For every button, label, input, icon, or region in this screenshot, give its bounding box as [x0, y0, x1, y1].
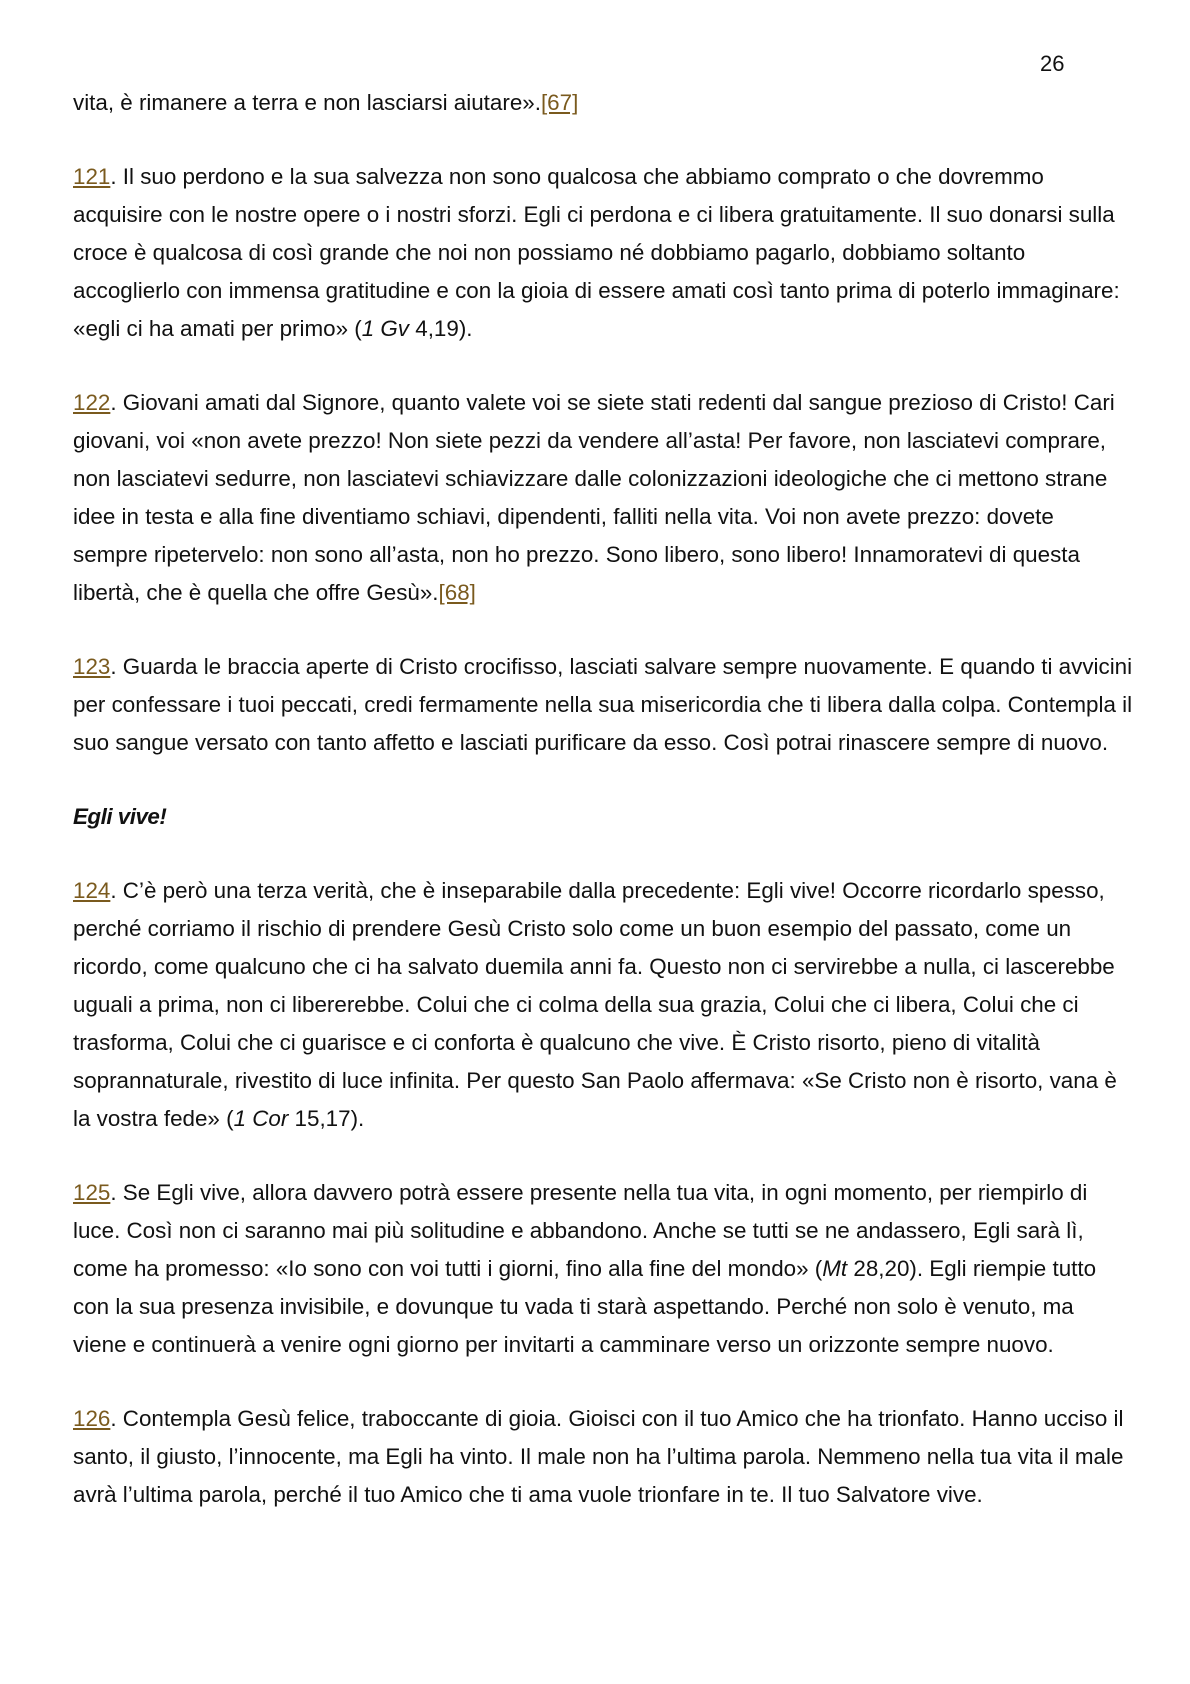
citation-121: 1 Gv — [361, 316, 410, 341]
paragraph-125 — [73, 1174, 1133, 1364]
paragraph-121-text: . Il suo perdono e la sua salvezza non sono qualcosa che abbiamo comprato o che dovremmo acquisire con le nostre opere o i nostri sforzi. Egli ci perdona e ci libera gratuitamente. Il suo donarsi sulla croce è qualcosa di così grande che noi non possiamo né dobbiamo pagarlo, dobbiamo soltanto accoglierlo con immensa gratitudine e con la gioia di essere amati così tanto prima di poterlo immaginare: «egli ci ha amati per primo» ( — [73, 164, 1120, 341]
citation-124: 1 Cor — [233, 1106, 289, 1131]
paragraph-number-link-126[interactable]: 126 — [73, 1406, 111, 1431]
paragraph-122 — [73, 384, 1133, 612]
paragraph-number-link-123[interactable]: 123 — [73, 654, 111, 679]
paragraph-number-link-122[interactable]: 122 — [73, 390, 111, 415]
paragraph-121 — [73, 158, 1133, 348]
paragraph-121-tail: 4,19). — [409, 316, 473, 341]
paragraph-124-tail: 15,17). — [288, 1106, 365, 1131]
paragraph-124-text: . C’è però una terza verità, che è inseparabile dalla precedente: Egli vive! Occorre ricordarlo spesso, perché corriamo il rischio di prendere Gesù Cristo solo come un buon esempio del passato, come un ricordo, come qualcuno che ci ha salvato duemila anni fa. Questo non ci servirebbe a nulla, ci lascerebbe uguali a prima, non ci libererebbe. Colui che ci colma della sua grazia, Colui che ci libera, Colui che ci trasforma, Colui che ci guarisce e ci conforta è qualcuno che vive. È Cristo risorto, pieno di vitalità soprannaturale, rivestito di luce infinita. Per questo San Paolo affermava: «Se Cristo non è risorto, vana è la vostra fede» ( — [73, 878, 1117, 1131]
paragraph-number-link-124[interactable]: 124 — [73, 878, 111, 903]
paragraph-126-text: . Contempla Gesù felice, traboccante di gioia. Gioisci con il tuo Amico che ha trionfato. Hanno ucciso il santo, il giusto, l’innocente, ma Egli ha vinto. Il male non ha l’ultima parola. Nemmeno nella tua vita il male avrà l’ultima parola, perché il tuo Amico che ti ama vuole trionfare in te. Il tuo Salvatore vive. — [73, 1406, 1124, 1507]
paragraph-number-link-121[interactable]: 121 — [73, 164, 111, 189]
footnote-link-68[interactable]: [68] — [438, 580, 476, 605]
paragraph-124 — [73, 872, 1133, 1138]
paragraph-126 — [73, 1400, 1133, 1514]
document-body — [73, 84, 1133, 1550]
footnote-link-67[interactable]: [67] — [540, 90, 579, 115]
page-number: 26 — [1040, 51, 1065, 76]
citation-125: Mt — [822, 1256, 848, 1281]
paragraph-125-tail: 28,20). Egli riempie tutto con la sua presenza invisibile, e dovunque tu vada ti starà aspettando. Perché non solo è venuto, ma viene e continuerà a venire ogni giorno per invitarti a camminare verso un orizzonte sempre nuovo. — [73, 1256, 1097, 1357]
paragraph-number-link-125[interactable]: 125 — [73, 1180, 111, 1205]
paragraph-123 — [73, 648, 1133, 762]
paragraph-123-text: . Guarda le braccia aperte di Cristo crocifisso, lasciati salvare sempre nuovamente. E quando ti avvicini per confessare i tuoi peccati, credi fermamente nella sua misericordia che ti libera dalla colpa. Contempla il suo sangue versato con tanto affetto e lasciati purificare da esso. Così potrai rinascere sempre di nuovo. — [73, 654, 1133, 755]
paragraph-125-text: . Se Egli vive, allora davvero potrà essere presente nella tua vita, in ogni momento, per riempirlo di luce. Così non ci saranno mai più solitudine e abbandono. Anche se tutti se ne andassero, Egli sarà lì, come ha promesso: «Io sono con voi tutti i giorni, fino alla fine del mondo» ( — [73, 1180, 1088, 1281]
intro-text: vita, è rimanere a terra e non lasciarsi aiutare». — [73, 90, 541, 115]
intro-paragraph — [73, 84, 1133, 122]
paragraph-122-text: . Giovani amati dal Signore, quanto valete voi se siete stati redenti dal sangue prezioso di Cristo! Cari giovani, voi «non avete prezzo! Non siete pezzi da vendere all’asta! Per favore, non lasciatevi comprare, non lasciatevi sedurre, non lasciatevi schiavizzare dalle colonizzazioni ideologiche che ci mettono strane idee in testa e alla fine diventiamo schiavi, dipendenti, falliti nella vita. Voi non avete prezzo: dovete sempre ripetervelo: non sono all’asta, non ho prezzo. Sono libero, sono libero! Innamoratevi di questa libertà, che è quella che offre Gesù». — [73, 390, 1115, 605]
section-heading: Egli vive! — [73, 804, 167, 829]
